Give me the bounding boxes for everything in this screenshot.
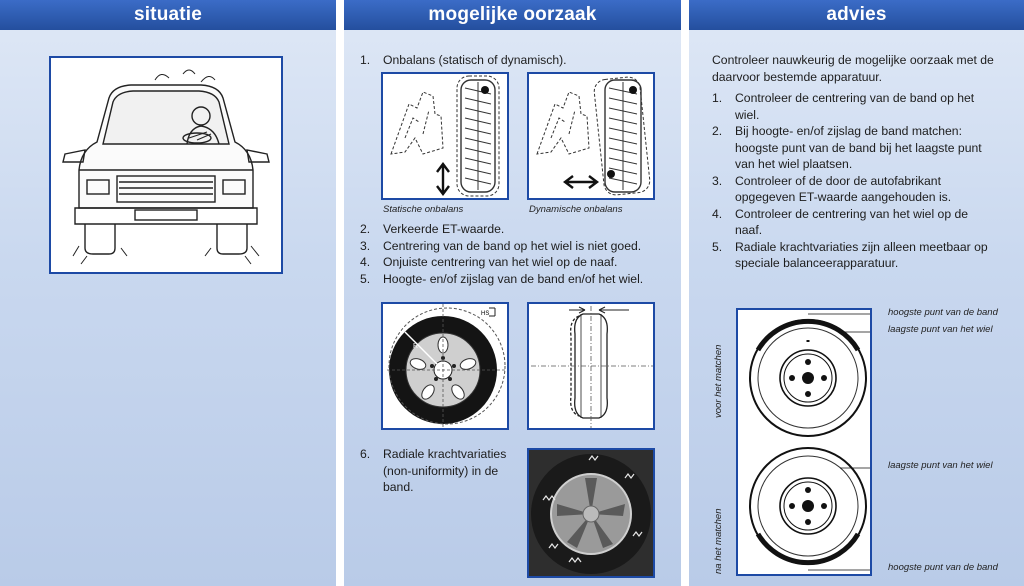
matching-diagram [736,308,872,576]
dynamic-imbalance-drawing [529,74,653,198]
label-top-low-wheel: laagste punt van het wiel [888,324,993,335]
situatie-column [0,0,336,586]
matching-drawing [738,310,870,574]
list-item: 1. Onbalans (statisch of dynamisch). [360,53,567,67]
hs-label: HS [481,311,490,317]
label-bottom-low-wheel: laagste punt van het wiel [888,460,993,471]
static-imbalance-caption: Statische onbalans [383,204,464,215]
list-item: 6. Radiale krachtvariaties (non-uniformity) in de band. [360,447,507,494]
lateral-runout-drawing [529,304,653,428]
car-drawing [51,58,281,272]
non-uniformity-drawing [529,450,653,576]
oorzaak-column [344,0,681,586]
list-item: 4. Controleer de centrering van het wiel op de naaf. [712,206,969,237]
before-matching-label: voor het matchen [713,344,724,418]
lateral-runout-diagram [527,302,655,430]
cause-1 [360,52,670,69]
static-imbalance-drawing [383,74,507,198]
oorzaak-header: mogelijke oorzaak [344,0,681,30]
after-matching-label: na het matchen [713,508,724,574]
dynamic-imbalance-diagram [527,72,655,200]
advies-column [689,0,1024,586]
static-imbalance-diagram [381,72,509,200]
r-label: R [413,343,419,350]
list-item: 4. Onjuiste centrering van het wiel op de naaf. [360,255,618,269]
list-item: 5. Radiale krachtvariaties zijn alleen meetbaar op speciale balanceerapparatuur. [712,239,988,270]
advies-header: advies [689,0,1024,30]
list-item: 3. Controleer of de door de autofabrikant opgegeven ET-waarde aangehouden is. [712,173,952,204]
label-bottom-high-tire: hoogste punt van de band [888,562,998,573]
advice-steps [712,90,990,272]
wheel-runout-diagram [381,302,509,430]
list-item: 2. Bij hoogte- en/of zijslag de band matchen: hoogste punt van de band bij het laagste punt van het wiel plaatsen. [712,124,982,171]
label-top-high-tire: hoogste punt van de band [888,307,998,318]
non-uniformity-image [527,448,655,578]
dynamic-imbalance-caption: Dynamische onbalans [529,204,623,215]
list-item: 1. Controleer de centrering van de band op het wiel. [712,91,975,122]
list-item: 2. Verkeerde ET-waarde. [360,222,505,236]
list-item: 5. Hoogte- en/of zijslag van de band en/of het wiel. [360,271,644,286]
cause-6 [360,446,510,496]
wheel-runout-drawing [383,304,507,428]
list-item: 3. Centrering van de band op het wiel is niet goed. [360,238,642,253]
advice-intro: Controleer nauwkeurig de mogelijke oorzaak met de daarvoor bestemde apparatuur. [712,53,994,84]
situatie-header: situatie [0,0,336,30]
car-illustration [49,56,283,274]
causes-2-5 [360,221,680,287]
